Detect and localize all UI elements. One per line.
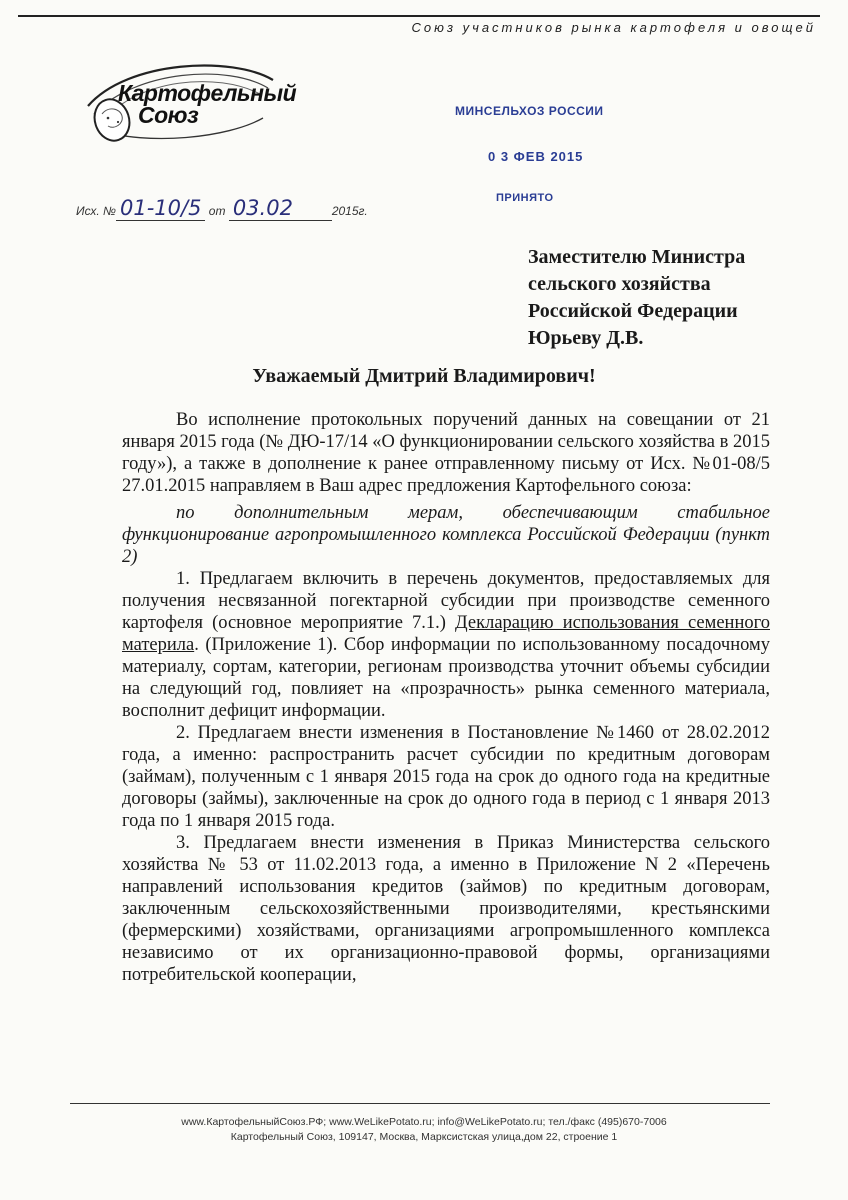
footer-rule — [70, 1103, 770, 1104]
intro-paragraph: Во исполнение протокольных поручений данных на совещании от 21 января 2015 года (№ ДЮ-17/14 «О функционировании сельского хозяйства в 2015 году»), а также в дополнение к ранее отправленному письму от Исх. №01-08/5 27.01.2015 направляем в Ваш адрес предложения Картофельного союза: — [122, 410, 770, 496]
stamp-date: 0 3 ФЕВ 2015 — [488, 149, 584, 164]
recipient-line: Заместителю Министра — [528, 246, 746, 268]
recipient-name: Юрьеву Д.В. — [528, 327, 644, 349]
footer-contacts: www.КартофельныйСоюз.РФ; www.WeLikePotato.ru; info@WeLikePotato.ru; тел./факс (495)670-7006 — [181, 1116, 667, 1128]
footer — [0, 1115, 848, 1145]
stamp-ministry: МИНСЕЛЬХОЗ РОССИИ — [455, 104, 604, 118]
stamp-status: ПРИНЯТО — [496, 192, 554, 204]
outgoing-reference — [76, 196, 368, 221]
recipient-line: сельского хозяйства — [528, 273, 711, 295]
outgoing-number: 01-10/5 — [116, 196, 205, 221]
proposal-item-2: 2. Предлагаем внести изменения в Постановление №1460 от 28.02.2012 года, а именно: распространить расчет субсидии по кредитным договорам (займам), полученным с 1 января 2015 года на срок до одного года на кредитные договоры (займы), заключенные на срок до одного года в период с 1 января 2013 года по 1 января 2015 года. — [122, 723, 770, 831]
outgoing-from-label: от — [208, 204, 226, 218]
logo-wordmark: Картофельный Союз — [118, 80, 297, 128]
recipient-block — [528, 244, 745, 352]
footer-address: Картофельный Союз, 109147, Москва, Марксистская улица,дом 22, строение 1 — [230, 1131, 618, 1143]
header-rule — [18, 15, 820, 17]
outgoing-year: 2015г. — [331, 204, 368, 218]
letter-body — [122, 409, 770, 986]
recipient-line: Российской Федерации — [528, 300, 738, 322]
proposal-item-3: 3. Предлагаем внести изменения в Приказ Министерства сельского хозяйства № 53 от 11.02.2013 года, а именно в Приложение N 2 «Перечень направлений использования кредитов (займов) по кредитным договорам, заключенным сельскохозяйственными производителями, крестьянскими (фермерскими) хозяйствами, организациями агропромышленного комплекса независимо от их организационно-правовой формы, организациями потребительской кооперации, — [122, 833, 770, 985]
outgoing-date: 03.02 — [229, 196, 332, 221]
outgoing-label: Исх. № — [76, 204, 116, 218]
greeting: Уважаемый Дмитрий Владимирович! — [252, 365, 596, 387]
emphasis-paragraph: по дополнительным мерам, обеспечивающим стабильное функционирование агропромышленного комплекса Российской Федерации (пункт 2) — [122, 503, 770, 567]
declaration-reference: Декларацию использования семенного материла — [122, 613, 770, 655]
proposal-item-1: 1. Предлагаем включить в перечень документов, предоставляемых для получения несвязанной погектарной субсидии при производстве семенного картофеля (основное мероприятие 7.1.) Декларацию использования семенного материла. (Приложение 1). Сбор информации по использованному посадочному материалу, сортам, категории, регионам производства уточнит объемы субсидии на следующий год, повлияет на «прозрачность» рынка семенного материала, восполнит дефицит информации. — [122, 569, 770, 721]
organization-tagline: Союз участников рынка картофеля и овощей — [411, 20, 816, 35]
